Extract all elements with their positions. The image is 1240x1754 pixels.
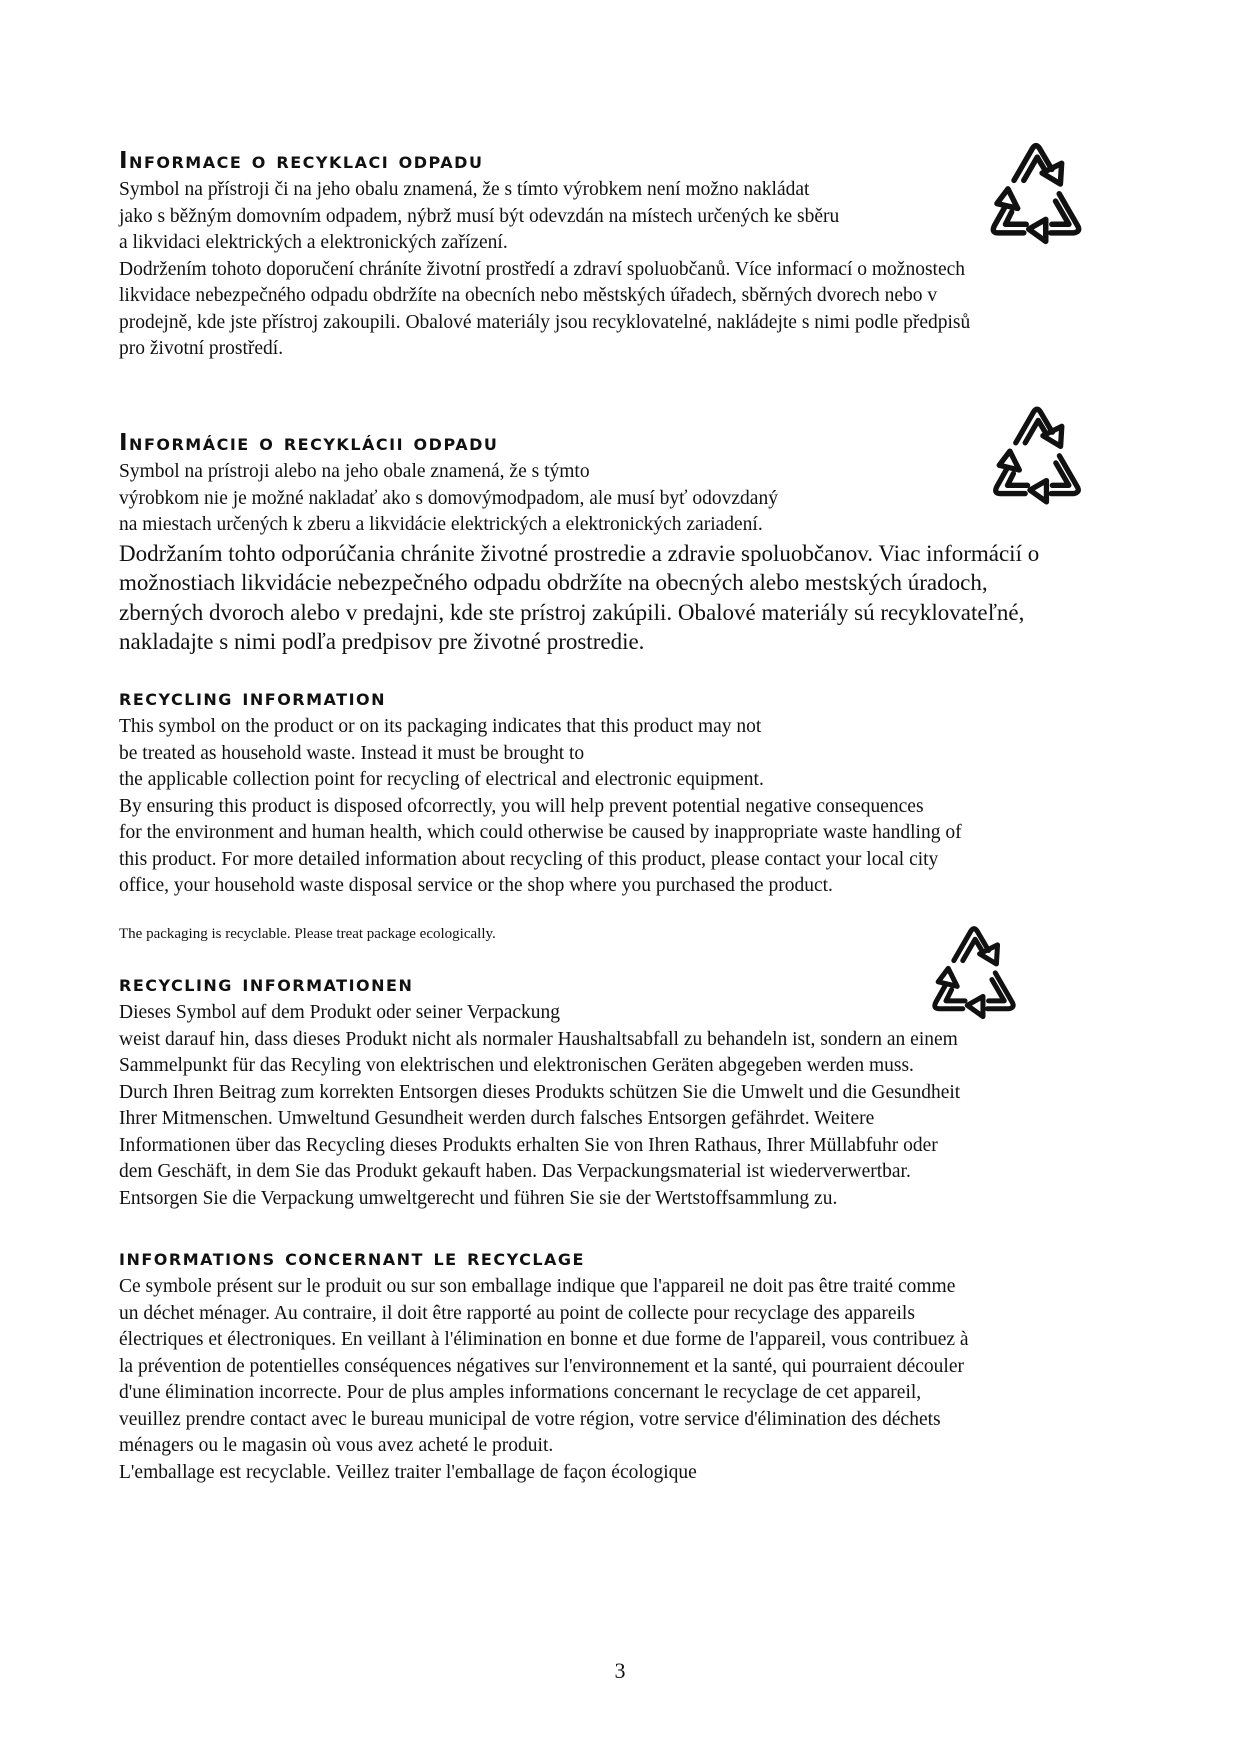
page-number: 3 [614,1658,626,1683]
paragraph-line: likvidace nebezpečného odpadu obdržíte na obecních nebo městských úřadech, sběrných dvorech nebo v [119,285,938,306]
paragraph-line: Symbol na přístroji či na jeho obalu znamená, že s tímto výrobkem není možno nakládat [119,179,810,200]
paragraph-line: office, your household waste disposal service or the shop where you purchased the product. [119,875,833,896]
paragraph-line: for the environment and human health, which could otherwise be caused by inappropriate waste handling of [119,822,962,843]
paragraph-line: be treated as household waste. Instead it must be brought to [119,742,585,764]
paragraph-line: d'une élimination incorrecte. Pour de plus amples informations concernant le recyclage de cet appareil, [119,1382,922,1403]
section-title: Informace o recyklaci odpadu [119,148,484,174]
paragraph-line: výrobkom nie je možné nakladať ako s domovýmodpadom, ale musí byť odovzdaný [119,487,778,509]
packaging-note: The packaging is recyclable. Please treat package ecologically. [119,926,496,942]
section-german [119,970,960,1212]
recycle-icon [918,920,1030,1028]
paragraph-line: L'emballage est recyclable. Veillez traiter l'emballage de façon écologique [119,1461,697,1483]
paragraph-line: na miestach určených k zberu a likvidácie elektrických a elektronických zariadení. [119,514,763,535]
paragraph-line: nakladajte s nimi podľa predpisov pre životné prostredie. [119,629,645,654]
section-slovak [119,429,1039,657]
paragraph-line: zberných dvoroch alebo v predajni, kde ste prístroj zakúpili. Obalové materiály sú recyklovateľné, [119,599,1025,625]
paragraph-line: un déchet ménager. Au contraire, il doit être rapporté au point de collecte pour recyclage des appareils [119,1302,915,1324]
section-title: Informácie o recyklácii odpadu [119,430,499,456]
paragraph-line: ménagers ou le magasin où vous avez acheté le produit. [119,1435,554,1456]
section-french [119,1244,969,1486]
paragraph-line: Informationen über das Recycling dieses Produkts erhalten Sie von Ihren Rathaus, Ihrer Müllabfuhr oder [119,1134,938,1156]
section-czech [119,147,970,363]
paragraph-line: Sammelpunkt für das Recyling von elektrischen und elektronischen Geräten abgegeben werden muss. [119,1055,914,1076]
paragraph-line: dem Geschäft, in dem Sie das Produkt gekauft haben. Das Verpackungsmaterial ist wiederverwertbar. [119,1161,911,1182]
paragraph-line: a likvidaci elektrických a elektronických zařízení. [119,232,508,253]
paragraph-line: the applicable collection point for recycling of electrical and electronic equipment. [119,769,764,790]
paragraph-line: pro životní prostředí. [119,338,284,359]
paragraph-line: this product. For more detailed information about recycling of this product, please contact your local city [119,848,939,870]
section-title: informations concernant le recyclage [119,1245,585,1271]
paragraph-line: Dieses Symbol auf dem Produkt oder seiner Verpackung [119,1002,561,1023]
paragraph-line: Ihrer Mitmenschen. Umweltund Gesundheit werden durch falsches Entsorgen gefährdet. Weitere [119,1108,875,1129]
section-title: recycling informationen [119,971,414,997]
paragraph-line: Dodržením tohoto doporučení chráníte životní prostředí a zdraví spoluobčanů. Více informací o možnostech [119,258,966,280]
paragraph-line: Dodržaním tohto odporúčania chránite životné prostredie a zdravie spoluobčanov. Viac informácií o [119,540,1040,566]
paragraph-line: la prévention de potentielles conséquences négatives sur l'environnement et la santé, qui pourraient découler [119,1355,964,1377]
paragraph-line: veuillez prendre contact avec le bureau municipal de votre région, votre service d'élimination des déchets [119,1408,941,1430]
paragraph-line: prodejně, kde jste přístroj zakoupili. Obalové materiály jsou recyklovatelné, nakládejte s nimi podle předpisů [119,311,971,333]
paragraph-line: Entsorgen Sie die Verpackung umweltgerecht und führen Sie sie der Wertstoffsammlung zu. [119,1187,838,1209]
paragraph-line: jako s běžným domovním odpadem, nýbrž musí být odevzdán na místech určených ke sběru [119,205,840,227]
paragraph-line: Durch Ihren Beitrag zum korrekten Entsorgen dieses Produkts schützen Sie die Umwelt und die Gesundheit [119,1081,961,1103]
section-english [119,684,962,900]
paragraph-line: This symbol on the product or on its packaging indicates that this product may not [119,716,762,737]
paragraph-line: By ensuring this product is disposed ofcorrectly, you will help prevent potential negative consequences [119,795,924,817]
recycle-icon [975,136,1097,254]
paragraph-line: Symbol na prístroji alebo na jeho obale znamená, že s týmto [119,461,590,482]
paragraph-line: Ce symbole présent sur le produit ou sur son emballage indique que l'appareil ne doit pas être traité comme [119,1276,956,1297]
paragraph-line: électriques et électroniques. En veillant à l'élimination en bonne et due forme de l'appareil, vous contribuez à [119,1329,969,1350]
recycle-icon [978,400,1096,514]
paragraph-line: možnostiach likvidácie nebezpečného odpadu obdržíte na obecných alebo mestských úradoch, [119,570,988,595]
paragraph-line: weist darauf hin, dass dieses Produkt nicht als normaler Haushaltsabfall zu behandeln ist, sondern an einem [119,1028,958,1050]
section-title: recycling information [119,685,387,711]
